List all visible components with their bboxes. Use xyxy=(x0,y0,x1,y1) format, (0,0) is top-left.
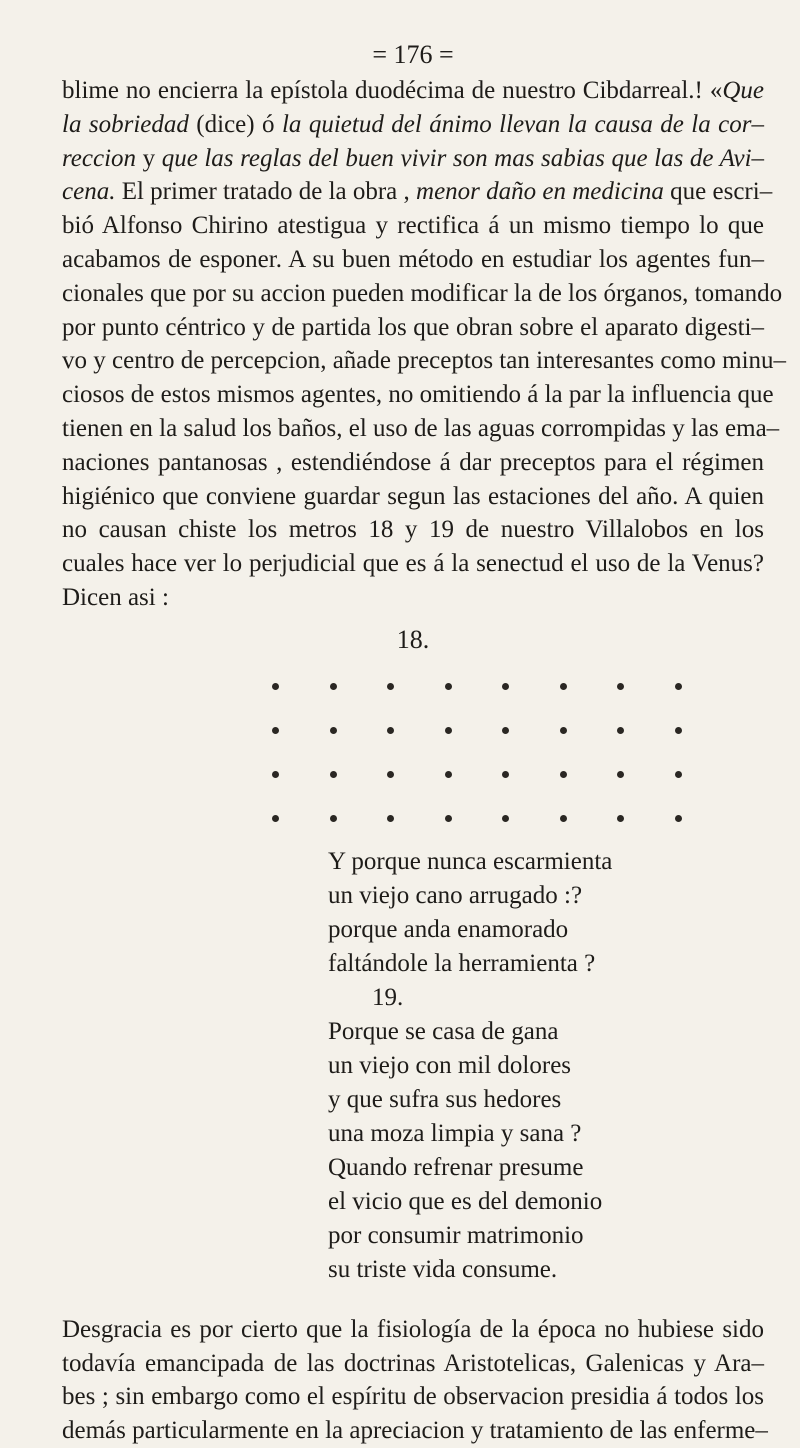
dot xyxy=(502,683,509,690)
dot xyxy=(617,683,624,690)
text-line xyxy=(62,513,764,547)
text-run: bió Alfonso Chirino atestigua y rectifica á un mismo tiempo lo que xyxy=(62,212,764,240)
text-line xyxy=(62,243,764,277)
page-number-header: = 176 = xyxy=(372,40,454,69)
text-line xyxy=(62,74,764,108)
dot xyxy=(272,771,279,778)
text-line: Desgracia es por cierto que la fisiología de la época no hubiese sido xyxy=(62,1315,764,1343)
text-line: todavía emancipada de las doctrinas Aristotelicas, Galenicas y Ara– xyxy=(62,1349,764,1377)
text-line xyxy=(62,547,764,581)
text-run: higiénico que conviene guardar segun las estaciones del año. A quien xyxy=(62,482,764,510)
text-run: y xyxy=(136,144,162,172)
text-line: bes ; sin embargo como el espíritu de observacion presidia á todos los xyxy=(62,1383,764,1411)
text-line xyxy=(62,378,774,412)
dot xyxy=(387,727,394,734)
dot xyxy=(675,771,682,778)
dot xyxy=(330,683,337,690)
dot xyxy=(445,815,452,822)
text-line xyxy=(62,277,783,311)
text-run: acabamos de esponer. A su buen método en estudiar los agentes fun– xyxy=(62,245,764,273)
dot-row xyxy=(272,753,682,797)
dot-row xyxy=(272,709,682,753)
dot xyxy=(502,815,509,822)
italic-run: que las reglas del buen vivir son mas sabias que las de Avi– xyxy=(161,144,765,172)
text-line xyxy=(62,311,764,345)
verse-line: faltándole la herramienta ? xyxy=(328,949,596,977)
text-run: ciosos de estos mismos agentes, no omitiendo á la par la influencia que xyxy=(62,381,774,409)
italic-run: cena. xyxy=(62,178,116,206)
dot xyxy=(272,815,279,822)
dot-row xyxy=(272,665,682,709)
text-line: demás particularmente en la apreciacion y tratamiento de las enferme– xyxy=(62,1417,768,1445)
dot xyxy=(445,683,452,690)
text-run: por punto céntrico y de partida los que obran sobre el aparato digesti– xyxy=(62,313,764,341)
italic-run: la quietud del ánimo llevan la causa de la cor– xyxy=(281,110,764,138)
dot xyxy=(387,683,394,690)
text-run: no causan chiste los metros 18 y 19 de nuestro Villalobos en los xyxy=(62,516,764,544)
verse-line: un viejo cano arrugado :? xyxy=(328,881,583,909)
verse-line: el vicio que es del demonio xyxy=(328,1187,603,1215)
dot xyxy=(675,683,682,690)
verse-line: por consumir matrimonio xyxy=(328,1221,584,1249)
text-line xyxy=(62,446,764,480)
verse-number-19: 19. xyxy=(372,983,404,1011)
verse-line: Porque se casa de gana xyxy=(328,1017,559,1045)
paragraph-closing xyxy=(62,1313,768,1448)
dot xyxy=(675,815,682,822)
italic-run: menor daño en medicina xyxy=(416,178,664,206)
italic-run: reccion xyxy=(62,144,137,172)
verse-line: porque anda enamorado xyxy=(328,915,569,943)
text-run: que escri– xyxy=(663,178,773,206)
omitted-verses-dots xyxy=(62,665,764,841)
dot xyxy=(560,815,567,822)
dot xyxy=(502,771,509,778)
verse-line: una moza limpia y sana ? xyxy=(328,1119,582,1147)
dot xyxy=(560,727,567,734)
text-line xyxy=(62,581,764,615)
italic-run: la sobriedad xyxy=(62,110,189,138)
dot xyxy=(445,727,452,734)
dot xyxy=(330,815,337,822)
italic-run: Que xyxy=(722,77,764,104)
dot xyxy=(330,771,337,778)
dot xyxy=(617,727,624,734)
text-line xyxy=(62,480,764,514)
text-line xyxy=(62,142,764,176)
dot xyxy=(617,815,624,822)
text-run: tienen en la salud los baños, el uso de las aguas corrompidas y las ema– xyxy=(62,414,780,442)
dot xyxy=(445,771,452,778)
text-run: cuales hace ver lo perjudicial que es á la senectud el uso de la Venus? xyxy=(62,550,764,578)
verse-19 xyxy=(328,1015,764,1287)
verse-line: y que sufra sus hedores xyxy=(328,1085,562,1113)
dot xyxy=(560,683,567,690)
verse-18 xyxy=(328,845,764,981)
verse-number-18: 18. xyxy=(396,624,430,654)
dot xyxy=(272,727,279,734)
text-run: blime no encierra la epístola duodécima de nuestro Cibdarreal.! « xyxy=(62,77,723,104)
dot xyxy=(330,727,337,734)
dot xyxy=(617,771,624,778)
text-run: (dice) ó xyxy=(188,110,282,138)
dot xyxy=(387,771,394,778)
text-run: vo y centro de percepcion, añade preceptos tan interesantes como minu– xyxy=(62,347,787,375)
verse-line: su triste vida consume. xyxy=(328,1255,558,1283)
dot-row xyxy=(272,797,682,841)
text-line xyxy=(62,209,764,243)
text-run: Dicen asi : xyxy=(62,583,169,611)
verse-line: Y porque nunca escarmienta xyxy=(328,847,613,875)
text-line xyxy=(62,344,787,378)
dot xyxy=(387,815,394,822)
verse-line: un viejo con mil dolores xyxy=(328,1051,572,1079)
paragraph-opening xyxy=(62,74,787,615)
text-line xyxy=(62,108,764,142)
dot xyxy=(560,771,567,778)
dot xyxy=(502,727,509,734)
text-run: El primer tratado de la obra , xyxy=(115,178,417,206)
text-run: naciones pantanosas , estendiéndose á dar preceptos para el régimen xyxy=(62,448,764,476)
text-run: cionales que por su accion pueden modificar la de los órganos, tomando xyxy=(62,279,783,307)
dot xyxy=(675,727,682,734)
dot xyxy=(272,683,279,690)
text-line xyxy=(62,412,780,446)
text-line xyxy=(62,175,773,209)
verse-line: Quando refrenar presume xyxy=(328,1153,584,1181)
